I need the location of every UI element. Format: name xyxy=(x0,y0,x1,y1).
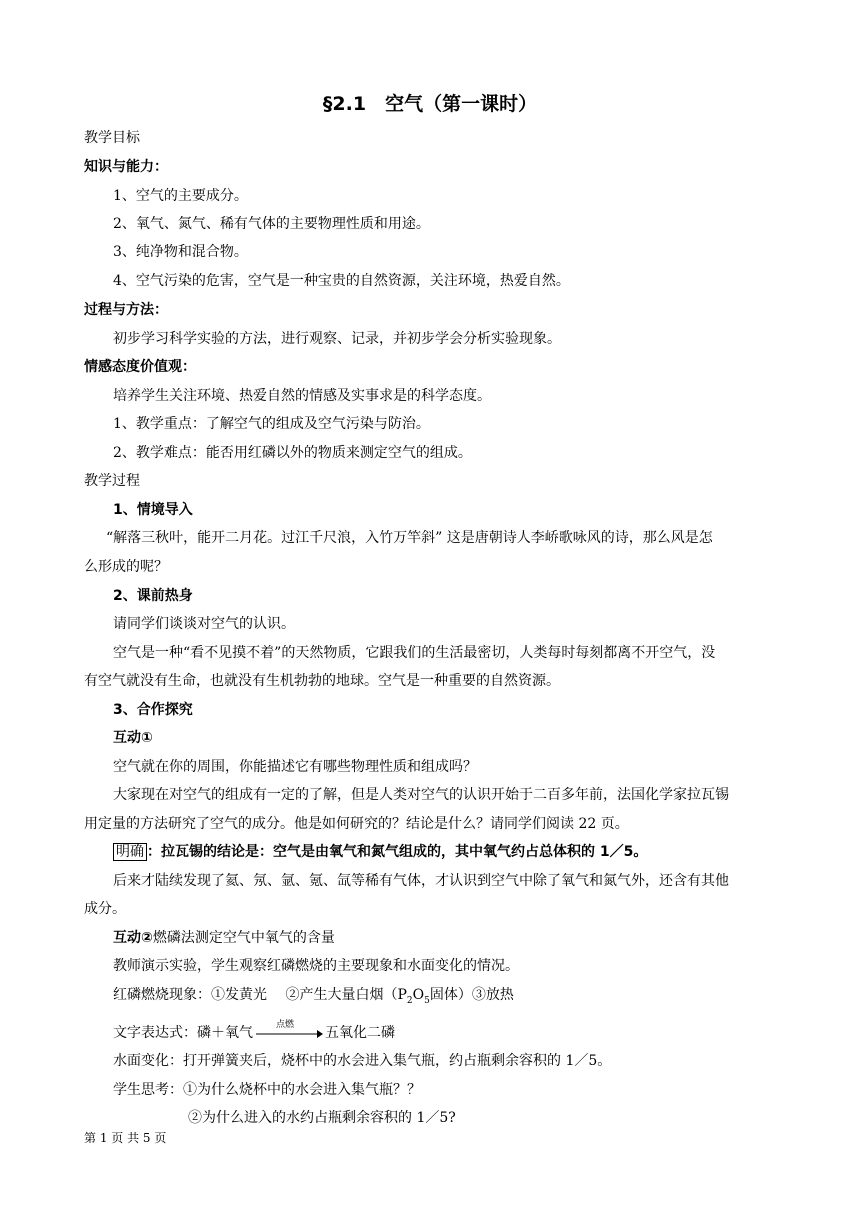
step-2-heading: 2、课前热身 xyxy=(113,588,193,604)
reaction-arrow xyxy=(255,1020,323,1043)
word-equation xyxy=(113,1020,395,1043)
water-level-change: 水面变化：打开弹簧夹后，烧杯中的水会进入集气瓶，约占瓶剩余容积的 1／5。 xyxy=(113,1053,612,1069)
phenomena-text-o: O xyxy=(412,987,425,1003)
air-paragraph-line-2: 有空气就没有生命，也就没有生机勃勃的地球。空气是一种重要的自然资源。 xyxy=(84,673,560,689)
reaction-condition-label: 点燃 xyxy=(275,1020,294,1030)
interaction-2-heading: 互动② xyxy=(113,930,153,946)
subheading-attitude-values: 情感态度价值观： xyxy=(84,359,196,375)
noble-gas-paragraph-line-2: 成分。 xyxy=(84,901,126,917)
interaction-2-title: 燃磷法测定空气中氧气的含量 xyxy=(152,930,335,946)
subscript-5: 5 xyxy=(424,995,430,1006)
arrow-icon xyxy=(255,1023,323,1043)
phenomena-text-c: 固体）③放热 xyxy=(429,987,514,1003)
interaction-1-heading: 互动① xyxy=(113,730,153,746)
goal-item-1: 1、空气的主要成分。 xyxy=(113,188,248,204)
combustion-phenomena xyxy=(113,985,514,1005)
step-3-heading: 3、合作探究 xyxy=(113,702,193,718)
goal-item-3: 3、纯净物和混合物。 xyxy=(113,244,248,260)
teaching-difficulty: 2、教学难点：能否用红磷以外的物质来测定空气的组成。 xyxy=(113,445,472,461)
page-footer: 第 1 页 共 5 页 xyxy=(84,1131,167,1145)
equation-reactants: 文字表达式：磷＋氧气 xyxy=(113,1025,253,1041)
attitude-values-text: 培养学生关注环境、热爱自然的情感及实事求是的科学态度。 xyxy=(113,388,491,404)
page-title: §2.1 空气（第一课时） xyxy=(322,93,538,115)
warmup-prompt: 请同学们谈谈对空气的认识。 xyxy=(113,616,295,632)
section-heading-teaching-process: 教学过程 xyxy=(84,473,140,489)
subheading-knowledge-ability: 知识与能力： xyxy=(84,159,168,175)
teaching-key-point: 1、教学重点：了解空气的组成及空气污染与防治。 xyxy=(113,416,430,432)
poem-paragraph-line-2: 么形成的呢？ xyxy=(84,559,168,575)
goal-item-2: 2、氧气、氮气、稀有气体的主要物理性质和用途。 xyxy=(113,216,430,232)
phenomena-text-a: 红磷燃烧现象：①发黄光 ②产生大量白烟（P xyxy=(113,987,407,1003)
interaction-2-line xyxy=(113,928,335,948)
goal-item-4: 4、空气污染的危害，空气是一种宝贵的自然资源，关注环境，热爱自然。 xyxy=(113,273,570,289)
noble-gas-paragraph-line-1: 后来才陆续发现了氦、氖、氩、氪、氙等稀有气体，才认识到空气中除了氧气和氮气外，还含有其他 xyxy=(113,873,729,889)
demo-description: 教师演示实验，学生观察红磷燃烧的主要现象和水面变化的情况。 xyxy=(113,958,519,974)
step-1-heading: 1、情境导入 xyxy=(113,502,193,518)
conclusion-line xyxy=(113,842,647,862)
interaction-1-question: 空气就在你的周围，你能描述它有哪些物理性质和组成吗？ xyxy=(113,759,477,775)
air-paragraph-line-1: 空气是一种“看不见摸不着”的天然物质，它跟我们的生活最密切，人类每时每刻都离不开空气，没 xyxy=(113,645,716,661)
lavoisier-paragraph-line-2: 用定量的方法研究了空气的成分。他是如何研究的？结论是什么？请同学们阅读 22 页。 xyxy=(84,816,629,832)
conclusion-text: ：拉瓦锡的结论是：空气是由氧气和氮气组成的，其中氧气约占总体积的 1／5。 xyxy=(147,844,648,860)
student-question-1: 学生思考：①为什么烧杯中的水会进入集气瓶？？ xyxy=(113,1082,421,1098)
student-question-2: ②为什么进入的水约占瓶剩余容积的 1／5? xyxy=(188,1110,456,1126)
clarify-box-label: 明确 xyxy=(113,843,147,861)
section-heading-teaching-goals: 教学目标 xyxy=(84,130,140,146)
subheading-process-method: 过程与方法： xyxy=(84,302,168,318)
equation-product: 五氧化二磷 xyxy=(325,1025,395,1041)
process-method-text: 初步学习科学实验的方法，进行观察、记录，并初步学会分析实验现象。 xyxy=(113,331,561,347)
lavoisier-paragraph-line-1: 大家现在对空气的组成有一定的了解，但是人类对空气的认识开始于二百多年前，法国化学家拉瓦锡 xyxy=(113,787,729,803)
subscript-2: 2 xyxy=(406,995,413,1006)
poem-paragraph-line-1: “解落三秋叶，能开二月花。过江千尺浪，入竹万竿斜” 这是唐朝诗人李峤歌咏风的诗，那么风是怎 xyxy=(106,530,713,546)
